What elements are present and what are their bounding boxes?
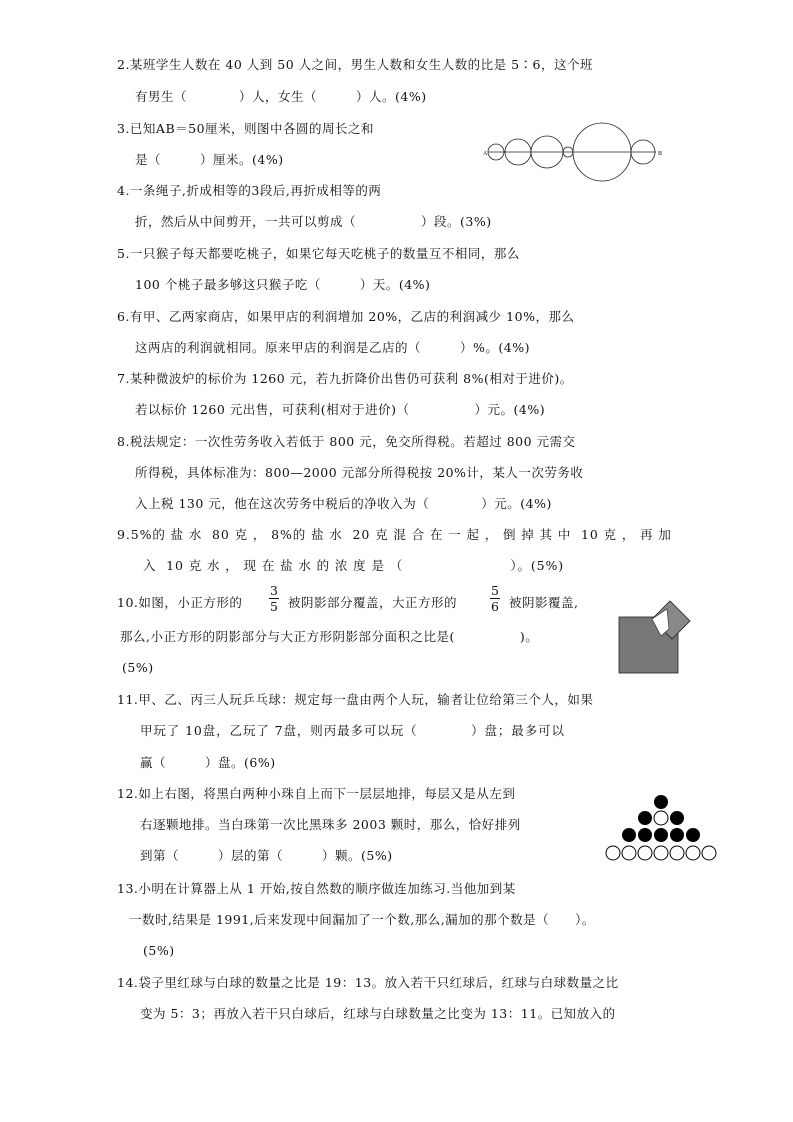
q10-line1-c: 被阴影覆盖, xyxy=(509,595,579,610)
q11-line2: 甲玩了 10盘，乙玩了 7盘，则丙最多可以玩（ ）盘；最多可以 xyxy=(140,723,565,738)
q7-line2: 若以标价 1260 元出售，可获利(相对于进价)（ ）元。(4%) xyxy=(135,402,546,417)
fraction-2-numerator: 5 xyxy=(491,583,499,598)
q8-line3: 入上税 130 元，他在这次劳务中税后的净收入为（ ）元。(4%) xyxy=(135,496,552,511)
q12-line1: 12.如上右图，将黑白两种小珠自上而下一层层地排，每层又是从左到 xyxy=(117,786,516,801)
bead-pyramid-figure xyxy=(604,793,720,863)
q4-line1: 4.一条绳子,折成相等的3段后,再折成相等的两 xyxy=(117,183,382,198)
q4-line2: 折，然后从中间剪开，一共可以剪成（ ）段。(3%) xyxy=(135,214,492,229)
q3-line2: 是（ ）厘米。(4%) xyxy=(135,152,284,167)
q2-line1: 2.某班学生人数在 40 人到 50 人之间，男生人数和女生人数的比是 5∶6，这个班 xyxy=(117,57,594,72)
q10-line1-a: 10.如图，小正方形的 xyxy=(117,595,243,610)
q6-line2: 这两店的利润就相同。原来甲店的利润是乙店的（ ）%。(4%) xyxy=(135,340,530,355)
q10-line3: (5%) xyxy=(122,660,154,675)
point-a-label: A xyxy=(483,151,488,157)
q5-line2: 100 个桃子最多够这只猴子吃（ ）天。(4%) xyxy=(135,277,431,292)
overlapping-squares-figure xyxy=(615,598,695,678)
q12-line2: 右逐颗地排。当白珠第一次比黑珠多 2003 颗时，那么，恰好排列 xyxy=(140,817,521,832)
fraction-1-numerator: 3 xyxy=(270,583,278,598)
fraction-2-denominator: 6 xyxy=(491,599,499,614)
q14-line1: 14.袋子里红球与白球的数量之比是 19：13。放入若干只红球后，红球与白球数量之比 xyxy=(117,975,619,990)
q9-line1: 9.5%的 盐 水 80 克 ， 8%的 盐 水 20 克 混 合 在 一 起 ， 倒 掉 其 中 10 克 ， 再 加 xyxy=(117,527,672,542)
q3-line1: 3.已知AB＝50厘米，则图中各圆的周长之和 xyxy=(117,121,375,136)
q13-line3: (5%) xyxy=(143,943,175,958)
q9-line2: 入 10 克 水 ， 现 在 盐 水 的 浓 度 是 （ ）。(5%) xyxy=(143,558,565,573)
q13-line1: 13.小明在计算器上从 1 开始,按自然数的顺序做连加练习.当他加到某 xyxy=(117,881,516,896)
fraction-1-denominator: 5 xyxy=(270,599,278,614)
q12-line3: 到第（ ）层的第（ ）颗。(5%) xyxy=(140,848,393,863)
q13-line2: 一数时,结果是 1991,后来发现中间漏加了一个数,那么,漏加的那个数是（ ）。 xyxy=(129,912,595,927)
q8-line1: 8.税法规定：一次性劳务收入若低于 800 元，免交所得税。若超过 800 元需交 xyxy=(117,434,576,449)
q11-line3: 赢（ ）盘。(6%) xyxy=(140,755,276,770)
q2-line2: 有男生（ ）人，女生（ ）人。(4%) xyxy=(135,89,427,104)
q6-line1: 6.有甲、乙两家商店，如果甲店的利润增加 20%，乙店的利润减少 10%，那么 xyxy=(117,309,575,324)
q14-line2: 变为 5：3；再放入若干只白球后，红球与白球数量之比变为 13：11。已知放入的 xyxy=(140,1006,616,1021)
point-b-label: B xyxy=(658,151,663,157)
q10-fraction-2 xyxy=(490,583,500,614)
q11-line1: 11.甲、乙、丙三人玩乒乓球：规定每一盘由两个人玩，输者让位给第三个人，如果 xyxy=(117,692,594,707)
q5-line1: 5.一只猴子每天都要吃桃子，如果它每天吃桃子的数量互不相同，那么 xyxy=(117,246,520,261)
circles-diagram xyxy=(484,120,664,184)
q8-line2: 所得税，具体标准为：800—2000 元部分所得税按 20%计，某人一次劳务收 xyxy=(135,465,584,480)
q10-line2: 那么,小正方形的阴影部分与大正方形阴影部分面积之比是( )。 xyxy=(120,629,539,644)
q10-line1-b: 被阴影部分覆盖，大正方形的 xyxy=(288,595,458,610)
q10-fraction-1 xyxy=(269,583,279,614)
q7-line1: 7.某种微波炉的标价为 1260 元，若九折降价出售仍可获利 8%(相对于进价)。 xyxy=(117,371,573,386)
